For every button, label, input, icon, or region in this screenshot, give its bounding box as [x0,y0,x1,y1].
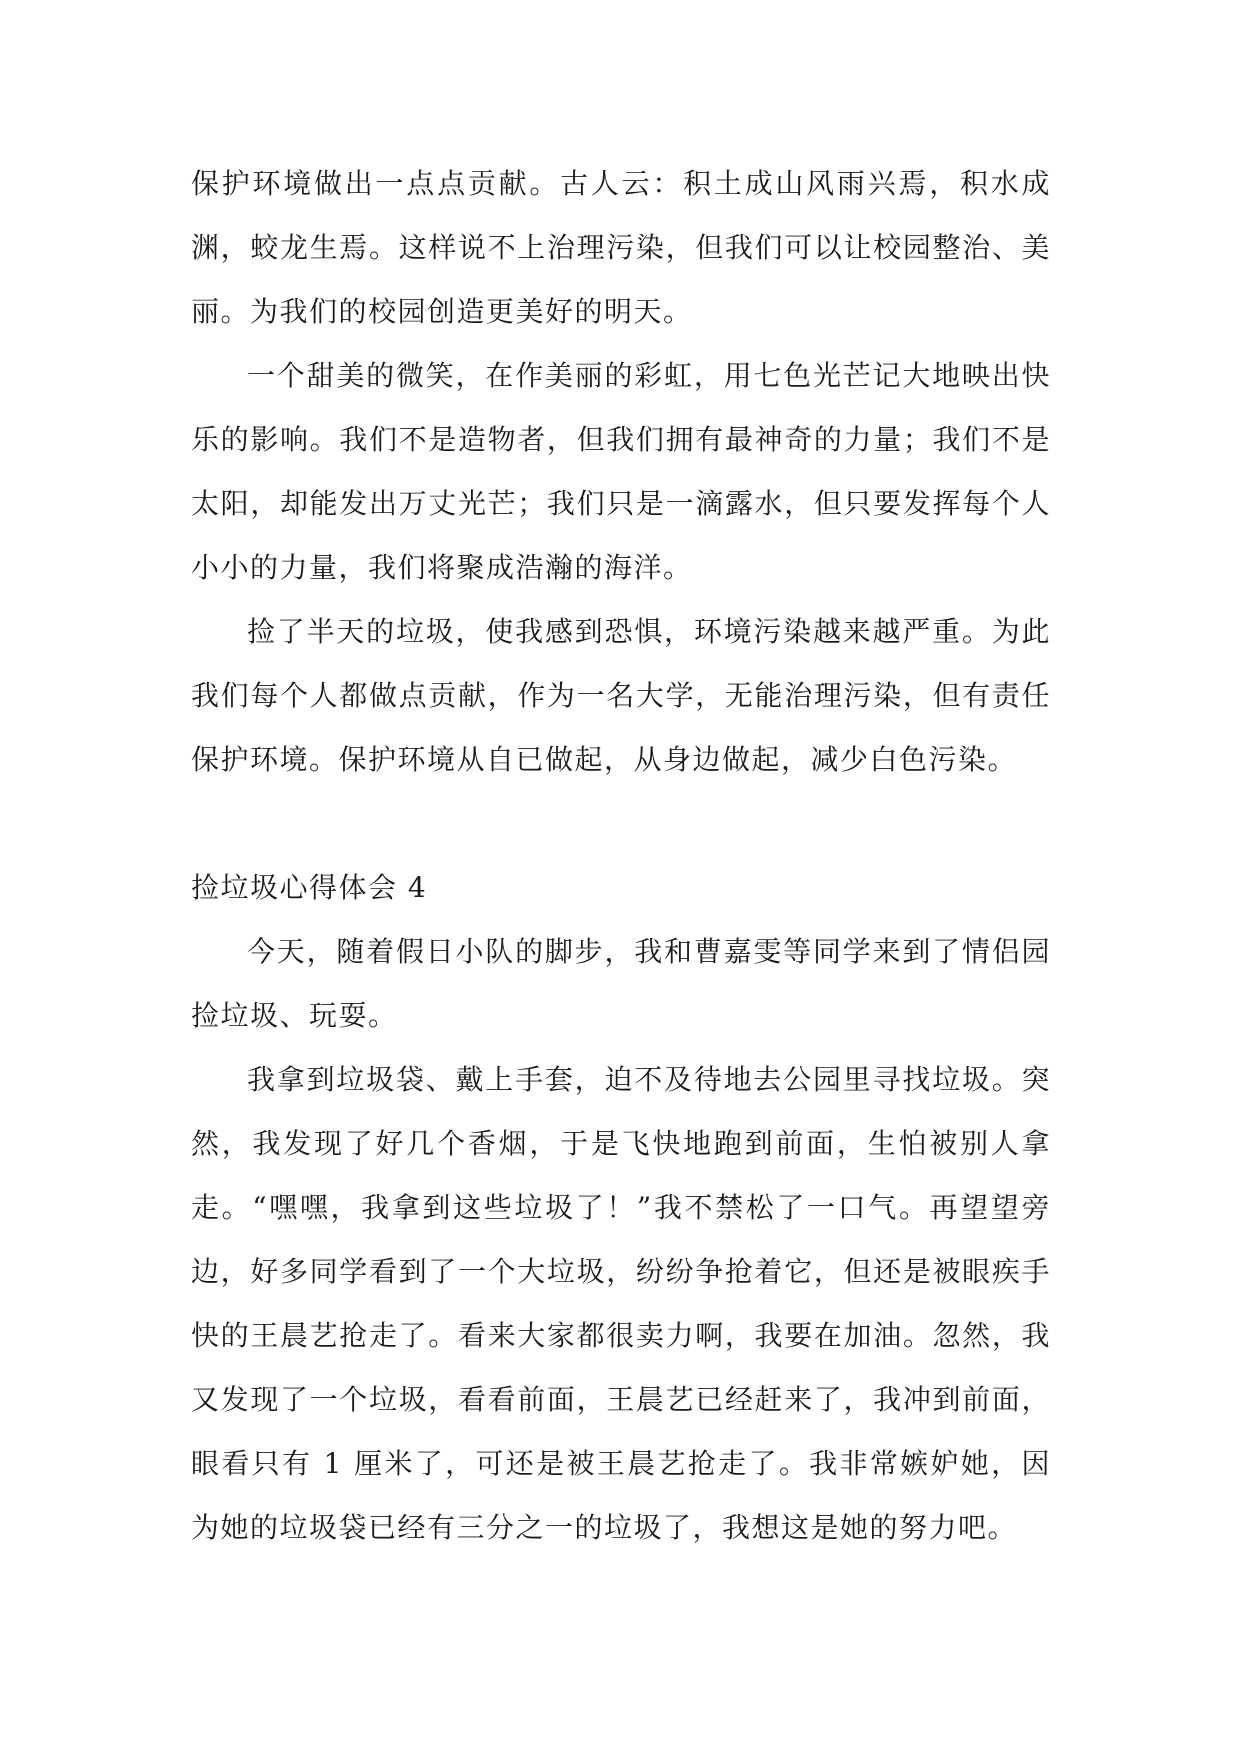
paragraph-today: 今天，随着假日小队的脚步，我和曹嘉雯等同学来到了情侣园捡垃圾、玩耍。 [191,935,1051,1032]
document-body [191,152,1051,1560]
paragraph-story: 我拿到垃圾袋、戴上手套，迫不及待地去公园里寻找垃圾。突然，我发现了好几个香烟，于是飞快地跑到前面，生怕被别人拿走。“嘿嘿，我拿到这些垃圾了！”我不禁松了一口气。再望望旁边，好多同学看到了一个大垃圾，纷纷争抢着它，但还是被眼疾手快的王晨艺抢走了。看来大家都很卖力啊，我要在加油。忽然，我又发现了一个垃圾，看看前面，王晨艺已经赶来了，我冲到前面，眼看只有 1 厘米了，可还是被王晨艺抢走了。我非常嫉妒她，因为她的垃圾袋已经有三分之一的垃圾了，我想这是她的努力吧。 [191,1063,1051,1544]
paragraph-pollution: 捡了半天的垃圾，使我感到恐惧，环境污染越来越严重。为此我们每个人都做点贡献，作为一名大学，无能治理污染，但有责任保护环境。保护环境从自已做起，从身边做起，减少白色污染。 [191,615,1051,776]
section-heading: 捡垃圾心得体会 4 [191,871,428,904]
paragraph-continuation: 保护环境做出一点点贡献。古人云：积土成山风雨兴焉，积水成渊，蛟龙生焉。这样说不上治理污染，但我们可以让校园整治、美丽。为我们的校园创造更美好的明天。 [191,167,1051,328]
paragraph-smile: 一个甜美的微笑，在作美丽的彩虹，用七色光芒记大地映出快乐的影响。我们不是造物者，但我们拥有最神奇的力量；我们不是太阳，却能发出万丈光芒；我们只是一滴露水，但只要发挥每个人小小的力量，我们将聚成浩瀚的海洋。 [191,359,1051,584]
